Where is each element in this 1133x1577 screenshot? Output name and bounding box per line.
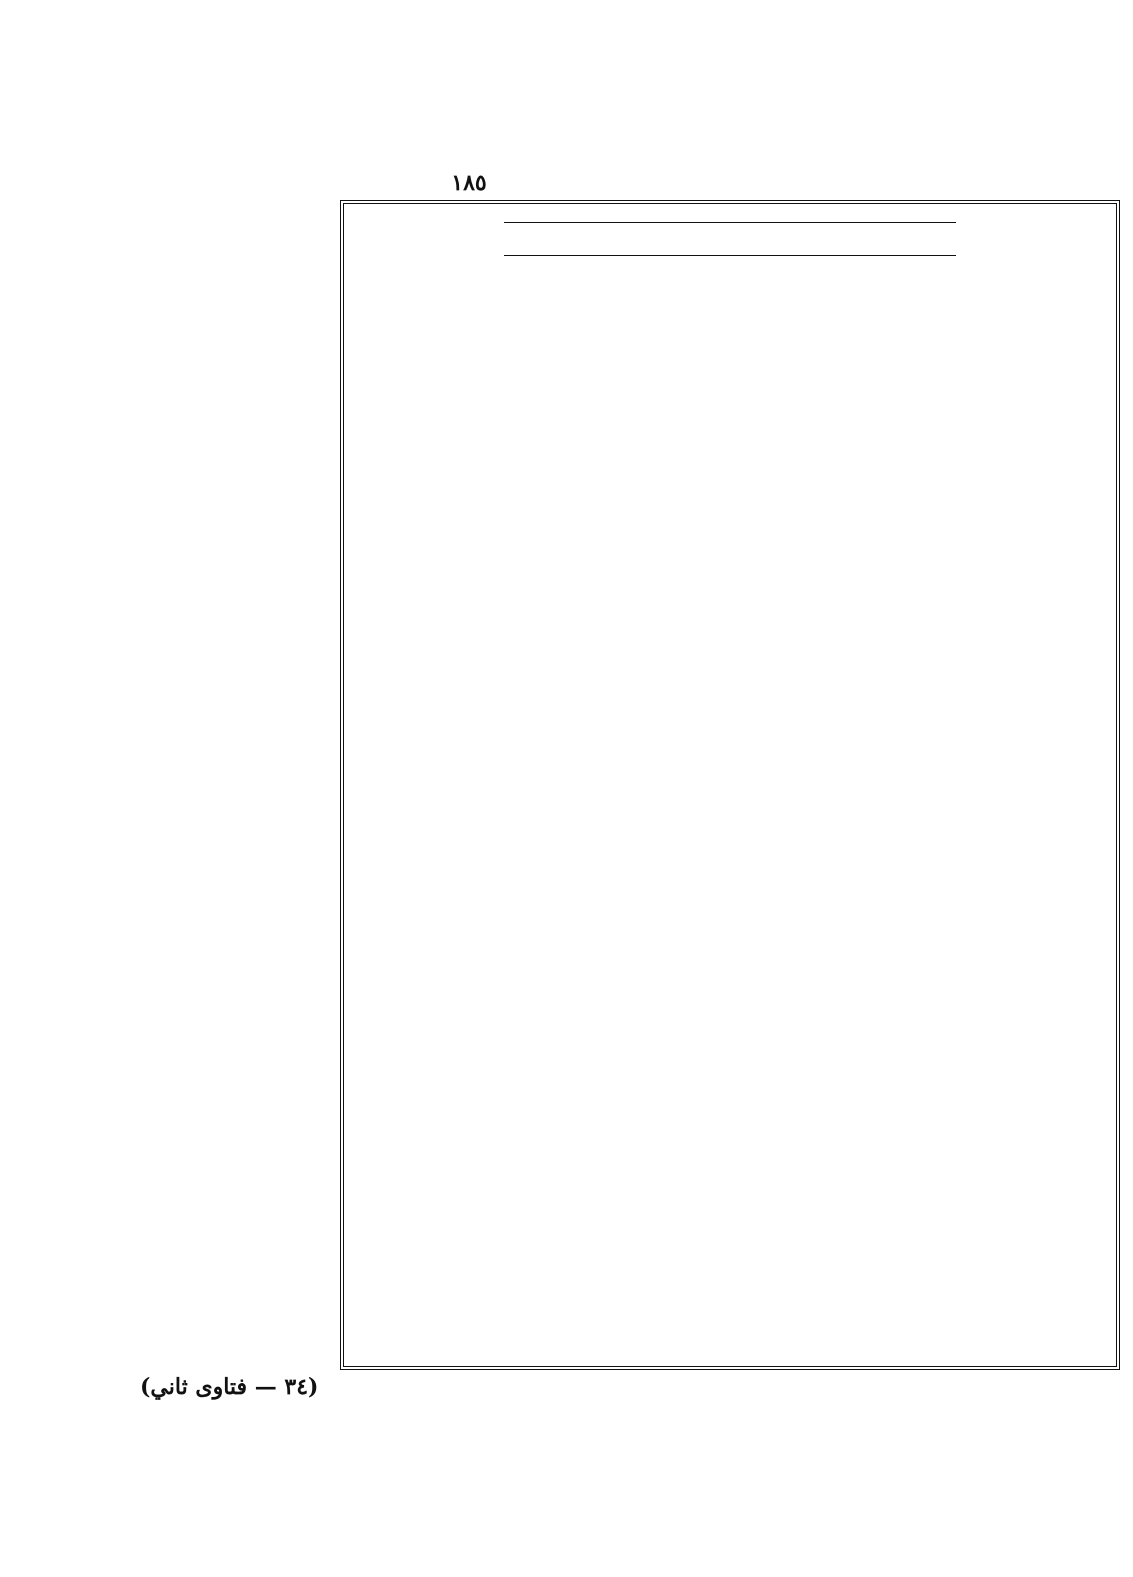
side-column-text <box>122 200 332 1380</box>
top-commentary <box>120 60 1120 170</box>
running-header <box>120 166 1120 196</box>
signature-mark: (٣٤ — فتاوى ثاني) <box>140 1374 319 1400</box>
page-number: ١٨٥ <box>451 170 487 196</box>
main-text-frame <box>340 200 1120 1370</box>
chapter-heading <box>504 222 955 256</box>
